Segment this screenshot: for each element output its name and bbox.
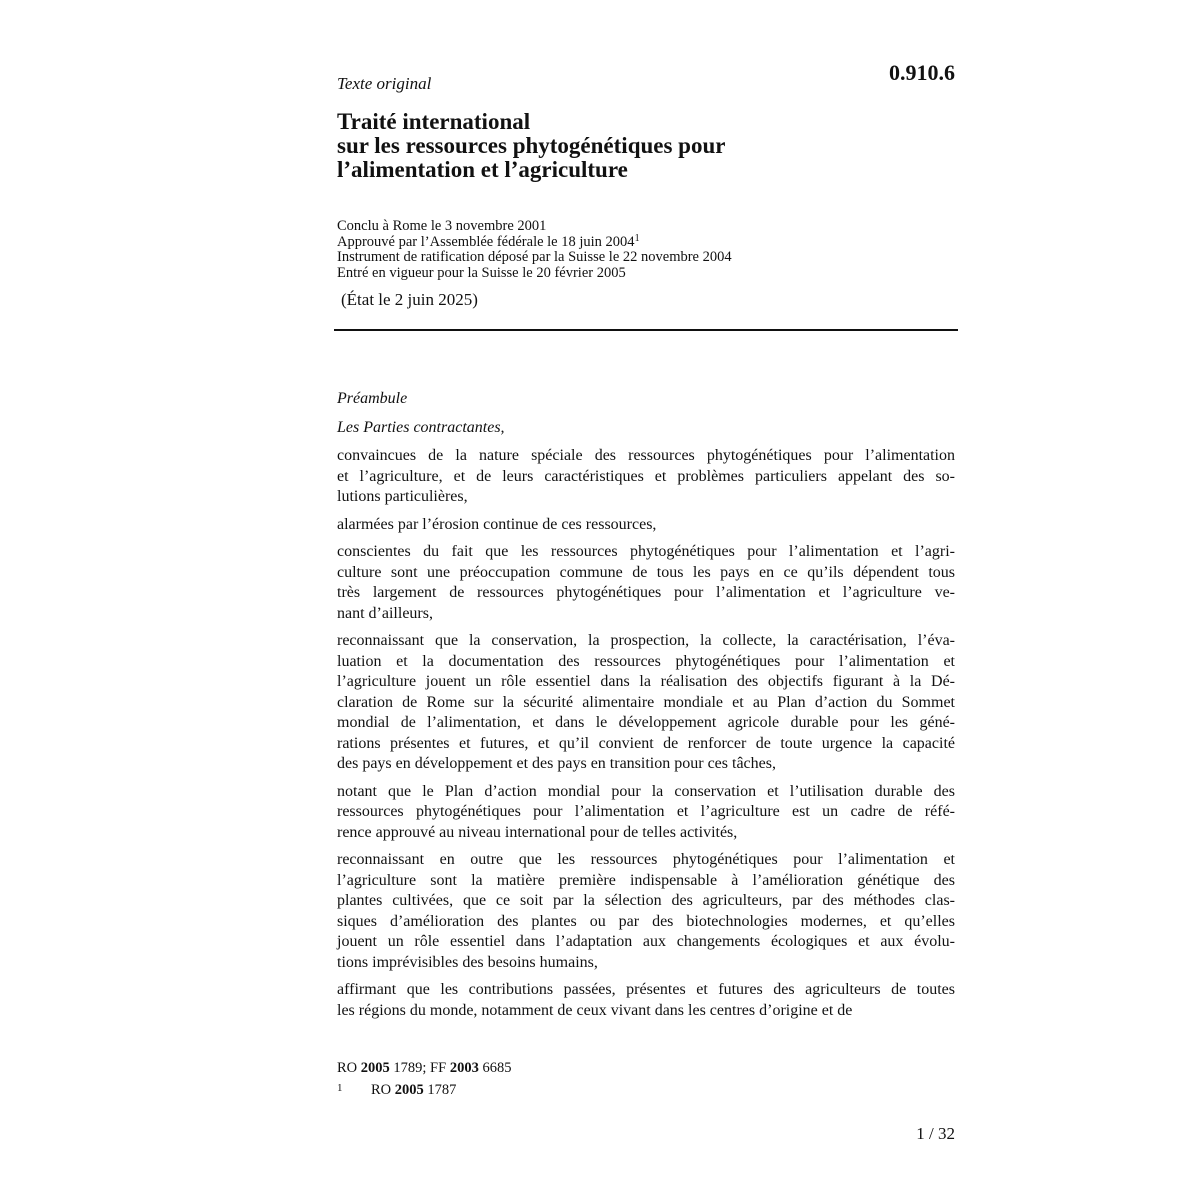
paragraph-line: des pays en développement et des pays en transition pour ces tâches, — [337, 755, 776, 772]
sr-number: 0.910.6 — [889, 60, 955, 85]
paragraph-line: nant d’ailleurs, — [337, 604, 433, 622]
title-line: sur les ressources phytogénétiques pour — [337, 133, 726, 158]
paragraph-line: conscientes du fait que les ressources phytogénétiques pour l’alimentation et l’agri- — [337, 543, 955, 560]
paragraph-line: et l’agriculture, et de leurs caractéristiques et problèmes particuliers appelant des so- — [337, 467, 955, 485]
preamble-paragraph — [337, 782, 955, 844]
treaty-metadata — [337, 219, 937, 281]
footer-notes — [337, 1058, 511, 1100]
paragraph-line: luation et la documentation des ressources phytogénétiques pour l’alimentation et — [337, 652, 955, 670]
paragraph-line: l’agriculture sont la matière première indispensable à l’amélioration génétique des — [337, 871, 955, 889]
in-force-date: Entré en vigueur pour la Suisse le 20 février 2005 — [337, 264, 626, 281]
contracting-parties: Les Parties contractantes, — [337, 418, 505, 436]
title-line: l’alimentation et l’agriculture — [337, 157, 628, 182]
document-title — [337, 110, 897, 182]
paragraph-line: alarmées par l’érosion continue de ces ressources, — [337, 515, 657, 533]
document-body — [337, 389, 955, 1028]
preamble-paragraphs — [337, 446, 955, 1021]
paragraph-line: tions imprévisibles des besoins humains, — [337, 953, 598, 971]
paragraph-line: mondial de l’alimentation, et dans le développement agricole durable pour les géné- — [337, 714, 955, 731]
preamble-paragraph — [337, 446, 955, 508]
publication-reference: RO 2005 1789; FF 2003 6685 — [337, 1060, 512, 1076]
paragraph-line: siques d’amélioration des plantes ou par des biotechnologies modernes, et qu’elles — [337, 912, 955, 930]
paragraph-line: notant que le Plan d’action mondial pour la conservation et l’utilisation durable des — [337, 782, 955, 800]
paragraph-line: culture sont une préoccupation commune de tous les pays en ce qu’ils dépendent tous — [337, 563, 955, 581]
preamble-paragraph — [337, 515, 955, 536]
preamble-paragraph — [337, 980, 955, 1021]
paragraph-line: rations présentes et futures, et qu’il convient de renforcer de toute urgence la capacité — [337, 734, 955, 752]
concluded-date: Conclu à Rome le 3 novembre 2001 — [337, 218, 547, 234]
paragraph-line: rence approuvé au niveau international pour de telles activités, — [337, 823, 738, 841]
paragraph-line: plantes cultivées, que ce soit par la sélection des agriculteurs, par des méthodes clas- — [337, 892, 955, 909]
preamble-paragraph — [337, 542, 955, 624]
paragraph-line: l’agriculture jouent un rôle essentiel dans la réalisation des objectifs figurant à la Dé- — [337, 673, 955, 690]
footnote-number: 1 — [337, 1082, 343, 1094]
paragraph-line: jouent un rôle essentiel dans l’adaptation aux changements écologiques et aux évolu- — [337, 933, 955, 950]
paragraph-line: affirmant que les contributions passées, présentes et futures des agriculteurs de toutes — [337, 981, 955, 998]
paragraph-line: claration de Rome sur la sécurité alimentaire mondiale et au Plan d’action du Sommet — [337, 693, 955, 711]
paragraph-line: reconnaissant que la conservation, la prospection, la collecte, la caractérisation, l’éva- — [337, 632, 955, 649]
footnote-ref[interactable]: 1 — [634, 232, 640, 244]
preamble-paragraph — [337, 850, 955, 973]
footnote: 1 RO 2005 1787 — [337, 1078, 511, 1100]
page-number: 1 / 32 — [916, 1124, 955, 1143]
ratification-date: Instrument de ratification déposé par la Suisse le 22 novembre 2004 — [337, 249, 732, 265]
paragraph-line: reconnaissant en outre que les ressources phytogénétiques pour l’alimentation et — [337, 851, 955, 868]
paragraph-line: convaincues de la nature spéciale des ressources phytogénétiques pour l’alimentation — [337, 447, 955, 464]
paragraph-line: ressources phytogénétiques pour l’alimentation et l’agriculture est un cadre de réfé- — [337, 803, 955, 820]
paragraph-line: très largement de ressources phytogénétiques pour l’alimentation et l’agriculture ve- — [337, 584, 955, 601]
paragraph-line: les régions du monde, notamment de ceux vivant dans les centres d’origine et de — [337, 1001, 853, 1019]
original-text-label: Texte original — [337, 74, 432, 93]
preamble-paragraph — [337, 631, 955, 775]
paragraph-line: lutions particulières, — [337, 488, 468, 505]
title-line: Traité international — [337, 109, 531, 134]
approved-date: Approuvé par l’Assemblée fédérale le 18 juin 2004$^1$ — [337, 232, 640, 250]
status-date: (État le 2 juin 2025) — [341, 290, 478, 309]
header-divider — [334, 329, 958, 331]
preamble-heading: Préambule — [337, 390, 408, 407]
